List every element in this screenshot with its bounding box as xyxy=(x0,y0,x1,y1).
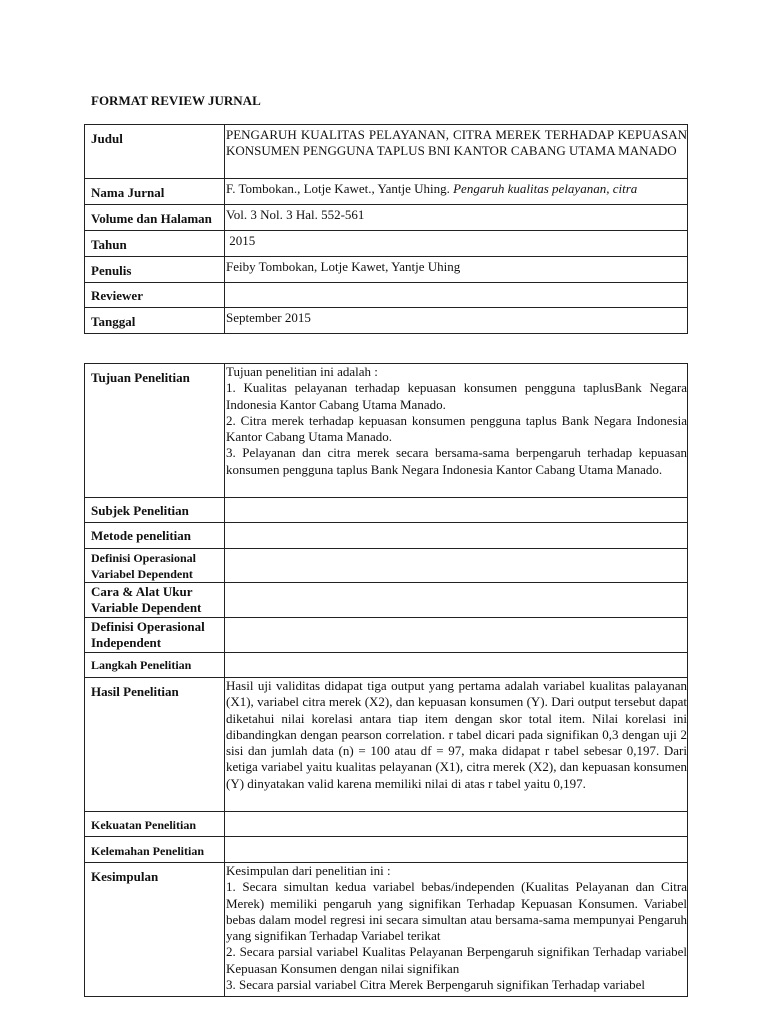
row-hasil xyxy=(85,678,688,812)
row-metode xyxy=(85,523,688,549)
langkah-value xyxy=(225,653,688,678)
row-defop-independent xyxy=(85,618,688,653)
tahun-label: Tahun xyxy=(85,231,225,257)
nama-jurnal-value xyxy=(225,179,688,205)
journal-info-table xyxy=(84,124,688,334)
row-kekuatan xyxy=(85,812,688,837)
nama-jurnal-label: Nama Jurnal xyxy=(85,179,225,205)
penulis-label: Penulis xyxy=(85,257,225,283)
volume-label: Volume dan Halaman xyxy=(85,205,225,231)
tujuan-item-1: 1. Kualitas pelayanan terhadap kepuasan konsumen pengguna taplusBank Negara Indonesia Kantor Cabang Utama Manado. xyxy=(226,380,687,412)
defop-dependent-value xyxy=(225,549,688,583)
row-cara-alat-ukur xyxy=(85,583,688,618)
metode-value xyxy=(225,523,688,549)
kesimpulan-item-3: 3. Secara parsial variabel Citra Merek Berpengaruh signifikan Terhadap variabel xyxy=(226,977,646,993)
defop-dependent-label: Definisi Operasional Variabel Dependent xyxy=(85,549,225,583)
row-defop-dependent xyxy=(85,549,688,583)
tujuan-value xyxy=(225,364,688,498)
tujuan-label: Tujuan Penelitian xyxy=(85,364,225,498)
judul-value: PENGARUH KUALITAS PELAYANAN, CITRA MEREK TERHADAP KEPUASAN KONSUMEN PENGGUNA TAPLUS BNI KANTOR CABANG UTAMA MANADO xyxy=(225,125,688,179)
kesimpulan-item-1: 1. Secara simultan kedua variabel bebas/independen (Kualitas Pelayanan dan Citra Merek) memiliki pengaruh yang signifikan Terhadap Kepuasan Konsumen. Variabel bebas dalam model regresi ini secara simultan atau bersama-sama mempunyai Pengaruh yang signifikan Terhadap Variabel terikat xyxy=(226,879,687,944)
row-subjek xyxy=(85,498,688,523)
kekuatan-value xyxy=(225,812,688,837)
row-kesimpulan xyxy=(85,863,688,997)
tahun-value: 2015 xyxy=(225,231,688,257)
nama-jurnal-title: Pengaruh kualitas pelayanan, citra xyxy=(453,181,638,196)
judul-label: Judul xyxy=(85,125,225,179)
row-volume xyxy=(85,205,688,231)
row-tanggal xyxy=(85,308,688,334)
kesimpulan-intro: Kesimpulan dari penelitian ini : xyxy=(226,863,391,878)
kesimpulan-label: Kesimpulan xyxy=(85,863,225,997)
row-nama-jurnal xyxy=(85,179,688,205)
reviewer-label: Reviewer xyxy=(85,283,225,308)
tujuan-item-3: 3. Pelayanan dan citra merek secara bersama-sama berpengaruh terhadap kepuasan konsumen pengguna taplus Bank Negara Indonesia Kantor Cabang Utama Manado. xyxy=(226,445,687,477)
subjek-label: Subjek Penelitian xyxy=(85,498,225,523)
tanggal-value: September 2015 xyxy=(225,308,688,334)
row-kelemahan xyxy=(85,837,688,863)
defop-independent-value xyxy=(225,618,688,653)
review-table xyxy=(84,363,688,997)
row-judul xyxy=(85,125,688,179)
kelemahan-label: Kelemahan Penelitian xyxy=(85,837,225,863)
kelemahan-value xyxy=(225,837,688,863)
volume-value: Vol. 3 Nol. 3 Hal. 552-561 xyxy=(225,205,688,231)
row-penulis xyxy=(85,257,688,283)
langkah-label: Langkah Penelitian xyxy=(85,653,225,678)
hasil-label: Hasil Penelitian xyxy=(85,678,225,812)
subjek-value xyxy=(225,498,688,523)
cara-alat-ukur-value xyxy=(225,583,688,618)
nama-jurnal-authors: F. Tombokan., Lotje Kawet., Yantje Uhing. xyxy=(226,181,450,196)
tujuan-item-2: 2. Citra merek terhadap kepuasan konsumen pengguna taplus Bank Negara Indonesia Kantor Cabang Utama Manado. xyxy=(226,412,687,445)
kesimpulan-value xyxy=(225,863,688,997)
row-tahun xyxy=(85,231,688,257)
tanggal-label: Tanggal xyxy=(85,308,225,334)
reviewer-value xyxy=(225,283,688,308)
row-langkah xyxy=(85,653,688,678)
hasil-value: Hasil uji validitas didapat tiga output yang pertama adalah variabel kualitas palayanan (X1), variabel citra merek (X2), dan kepuasan konsumen (Y). Dari output tersebut dapat diketahui nilai korelasi antara tiap item dengan skor total item. Nilai korelasi ini dibandingkan dengan pearson correlation. r tabel dicari pada signifikan 0,3 dengan uji 2 sisi dan jumlah data (n) = 100 atau df = 97, maka didapat r tabel sebesar 0,197. Dari ketiga variabel yaitu kualitas pelayanan (X1), citra merek (X2), dan kepuasan konsumen (Y) dinyatakan valid karena memiliki nilai di atas r tabel yaitu 0,197. xyxy=(225,678,688,812)
defop-independent-label: Definisi Operasional Independent xyxy=(85,618,225,653)
page-title: FORMAT REVIEW JURNAL xyxy=(91,93,261,108)
tujuan-intro: Tujuan penelitian ini adalah : xyxy=(226,364,378,379)
kekuatan-label: Kekuatan Penelitian xyxy=(85,812,225,837)
penulis-value: Feiby Tombokan, Lotje Kawet, Yantje Uhing xyxy=(225,257,688,283)
cara-alat-ukur-label: Cara & Alat Ukur Variable Dependent xyxy=(85,583,225,618)
kesimpulan-item-2: 2. Secara parsial variabel Kualitas Pelayanan Berpengaruh signifikan Terhadap variabel Kepuasan Konsumen dengan nilai signifikan xyxy=(226,944,687,976)
row-reviewer xyxy=(85,283,688,308)
metode-label: Metode penelitian xyxy=(85,523,225,549)
row-tujuan xyxy=(85,364,688,498)
